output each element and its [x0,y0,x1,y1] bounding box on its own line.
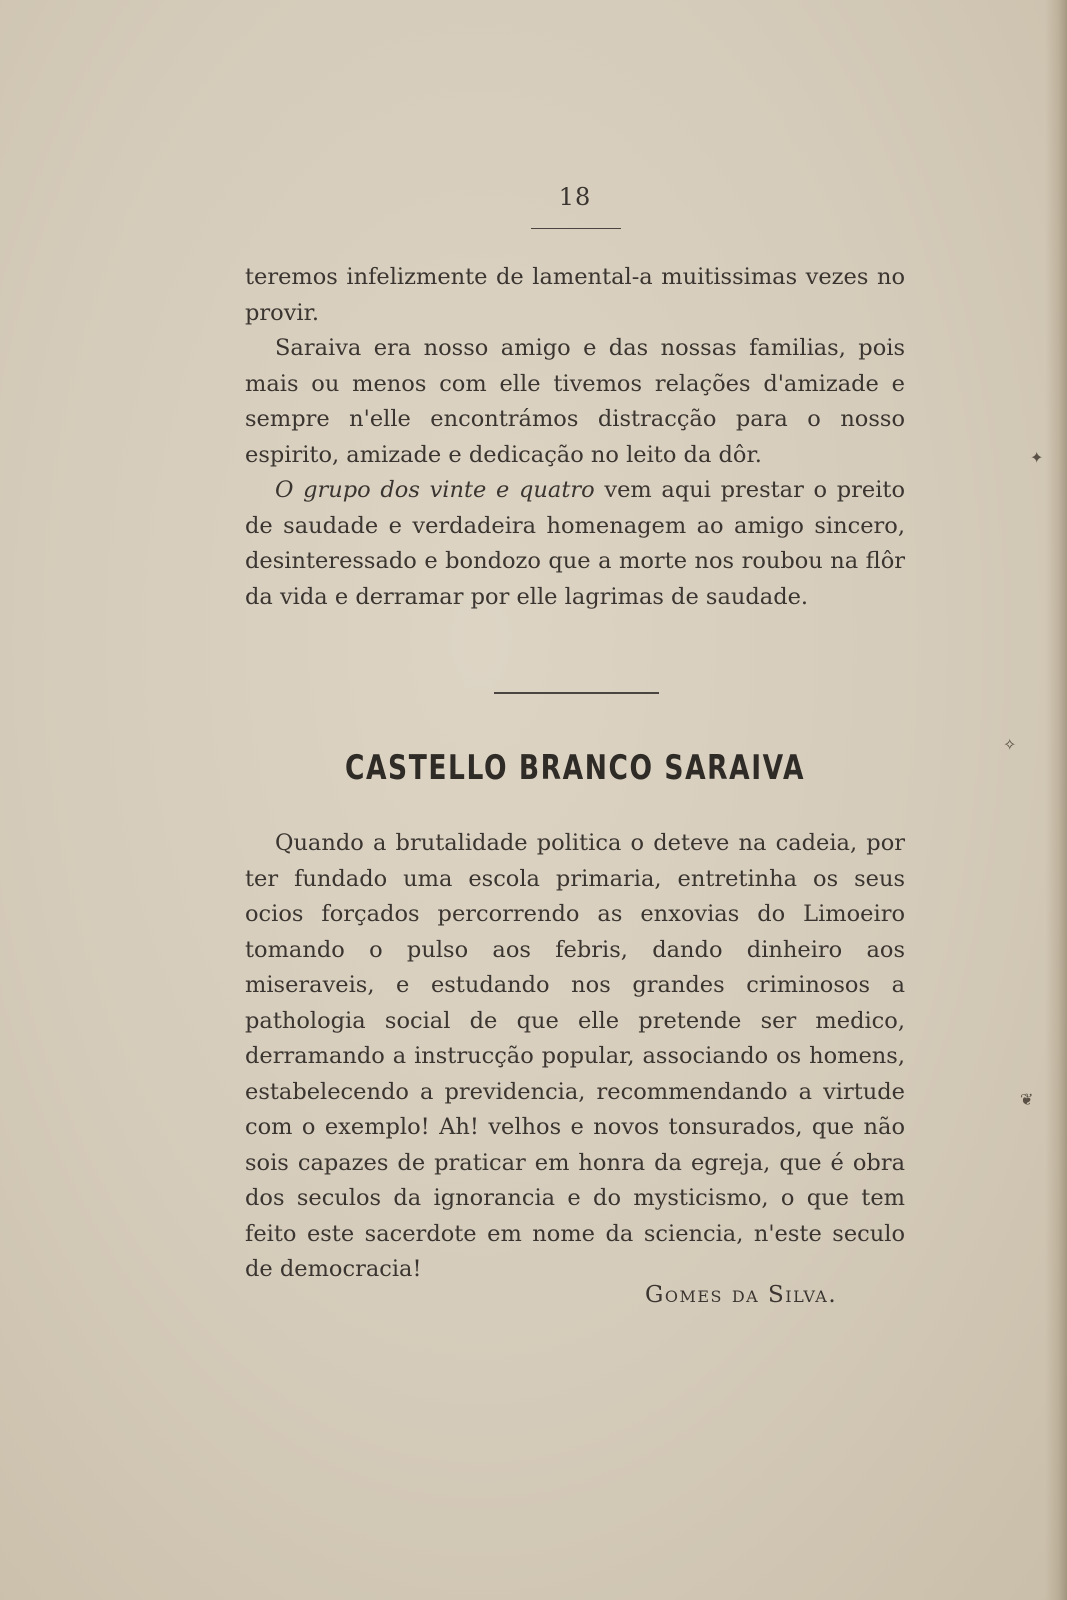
section-divider [494,692,659,694]
paragraph-2-text: Saraiva era nosso amigo e das nossas familias, pois mais ou menos com elle tivemos relações d'amizade e sempre n'elle encontrámos distracção para o nosso espirito, amizade e dedicação no leito da dôr. [245,335,905,468]
paragraph-3 [245,473,905,615]
header-rule [531,228,621,229]
paragraph-3-italic-phrase: O grupo dos vinte e quatro [275,477,595,503]
page-edge-shadow [1045,0,1067,1600]
margin-mark-icon: ✧ [1003,735,1017,754]
text-block-top [245,260,905,615]
text-block-main [245,826,905,1288]
margin-mark-icon: ❦ [1020,1090,1034,1109]
section-heading: CASTELLO BRANCO SARAIVA [344,748,806,788]
paragraph-3-text: vem aqui prestar o preito de saudade e verdadeira homenagem ao amigo sincero, desinteressado e bondozo que a morte nos roubou na flôr da vida e derramar por elle lagrimas de saudade. [245,477,905,610]
paragraph-1 [245,260,905,331]
paragraph-2 [245,331,905,473]
page-number: 18 [558,183,592,211]
margin-mark-icon: ✦ [1030,448,1044,467]
author-signature: Gomes da Silva. [645,1282,838,1308]
paragraph-main: Quando a brutalidade politica o deteve na cadeia, por ter fundado uma escola primaria, entretinha os seus ocios forçados percorrendo as enxovias do Limoeiro tomando o pulso aos febris, dando dinheiro aos miseraveis, e estudando nos grandes criminosos a pathologia social de que elle pretende ser medico, derramando a instrucção popular, associando os homens, estabelecendo a previdencia, recommendando a virtude com o exemplo! Ah! velhos e novos tonsurados, que não sois capazes de praticar em honra da egreja, que é obra dos seculos da ignorancia e do mysticismo, o que tem feito este sacerdote em nome da sciencia, n'este seculo de democracia! [245,830,905,1282]
paragraph-1-text: teremos infelizmente de lamental-a muitissimas vezes no provir. [245,264,905,326]
